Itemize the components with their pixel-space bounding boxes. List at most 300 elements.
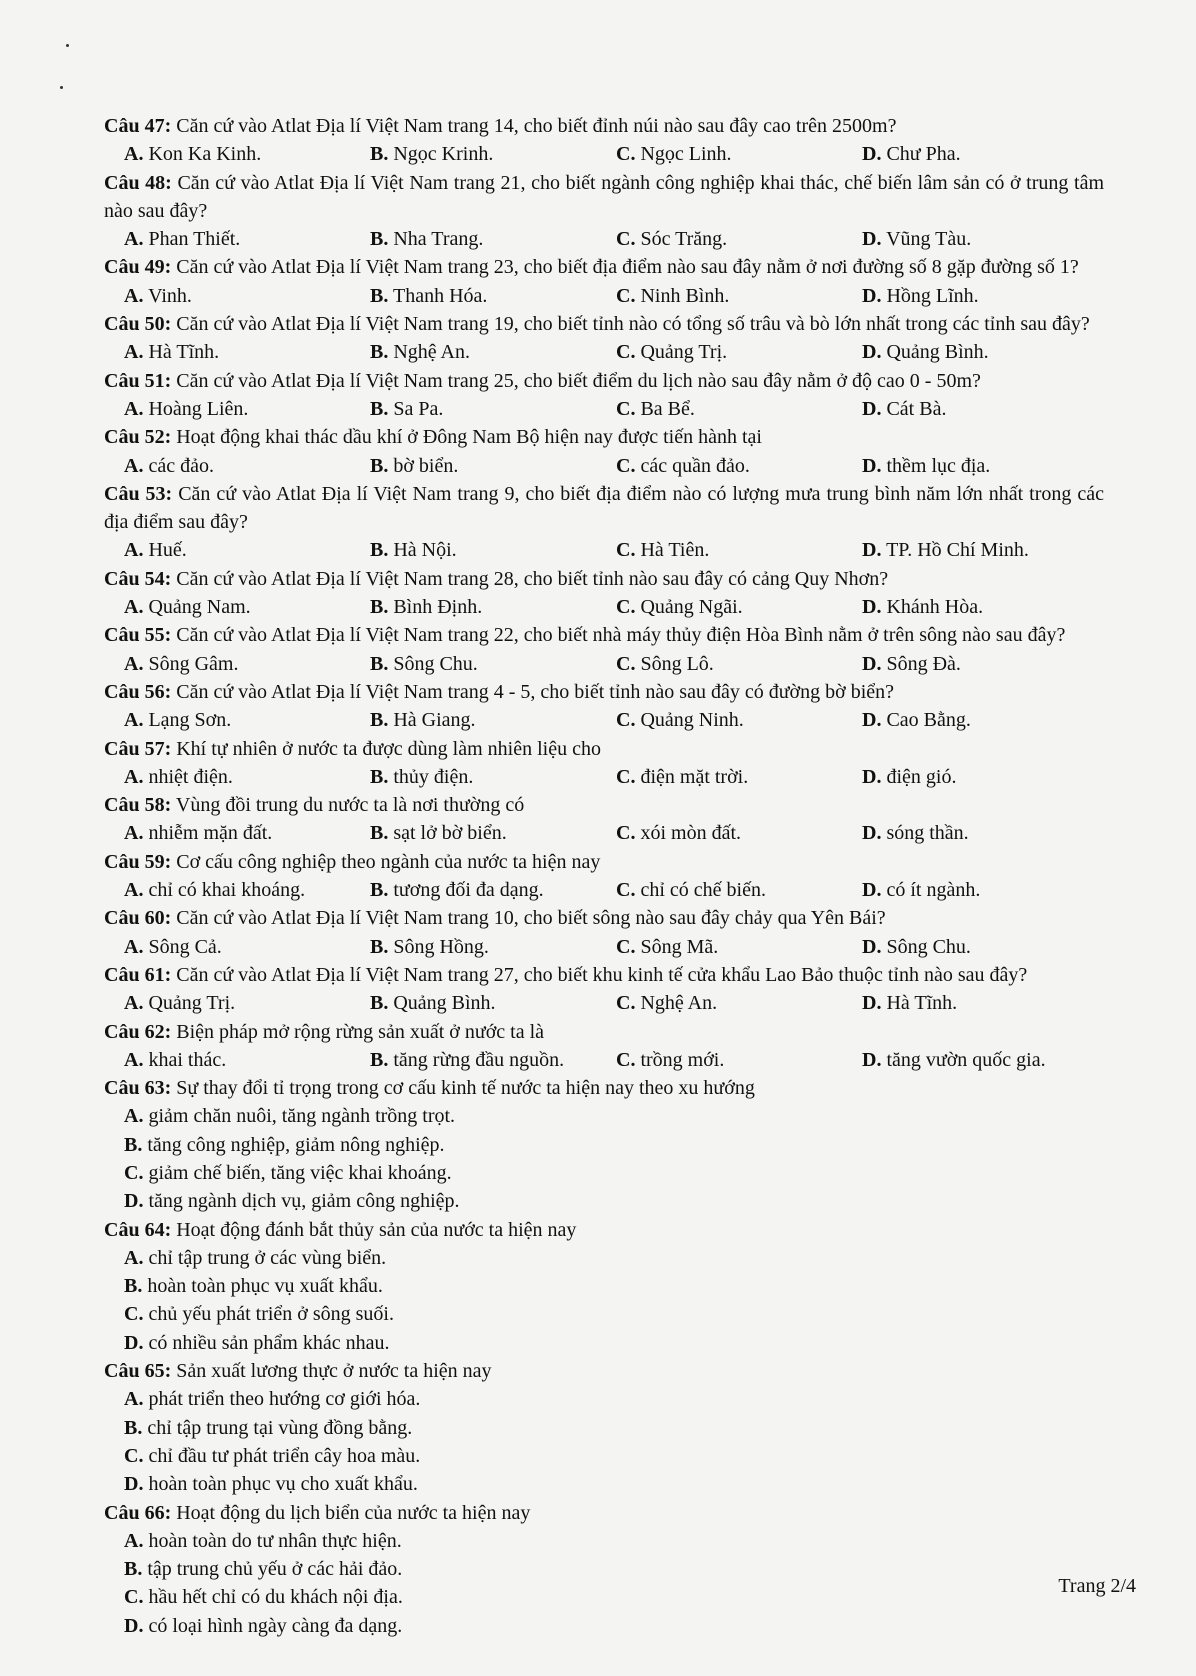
question-number: Câu 63:: [104, 1077, 172, 1100]
option-text: Quảng Ninh.: [640, 709, 744, 732]
option-text: Sông Gâm.: [148, 652, 239, 675]
option-letter: B.: [124, 1416, 143, 1439]
answer-options: [104, 1102, 1104, 1215]
question-text: Căn cứ vào Atlat Địa lí Việt Nam trang 23, cho biết địa điểm nào sau đây nằm ở nơi đường số 8 gặp đường số 1?: [176, 256, 1079, 279]
option-text: chỉ có khai khoáng.: [148, 879, 306, 902]
option-letter: A.: [124, 992, 144, 1015]
option-letter: D.: [862, 879, 882, 902]
option-text: tăng rừng đầu nguồn.: [393, 1048, 565, 1071]
option-letter: C.: [616, 879, 636, 902]
option-text: các đảo.: [148, 454, 214, 477]
answer-option: [616, 140, 862, 168]
answer-option: [862, 763, 1108, 791]
question-block: [104, 169, 1104, 254]
answer-option: [370, 536, 616, 564]
option-text: TP. Hồ Chí Minh.: [886, 539, 1029, 562]
option-text: điện gió.: [886, 765, 957, 788]
option-text: Sông Cả.: [148, 935, 222, 958]
question-text: Khí tự nhiên ở nước ta được dùng làm nhiên liệu cho: [176, 737, 601, 760]
option-text: hầu hết chỉ có du khách nội địa.: [148, 1586, 403, 1609]
answer-option: [124, 650, 370, 678]
option-letter: B.: [370, 397, 389, 420]
option-text: điện mặt trời.: [640, 765, 749, 788]
option-text: hoàn toàn phục vụ cho xuất khẩu.: [148, 1473, 418, 1496]
option-letter: B.: [370, 652, 389, 675]
answer-option: [124, 763, 370, 791]
option-text: Ba Bể.: [640, 397, 695, 420]
option-text: Bình Định.: [393, 596, 483, 619]
option-text: Nha Trang.: [393, 228, 484, 251]
option-text: thủy điện.: [393, 765, 474, 788]
option-text: chỉ tập trung tại vùng đồng bằng.: [147, 1416, 413, 1439]
option-letter: A.: [124, 397, 144, 420]
question-number: Câu 62:: [104, 1020, 172, 1043]
answer-option: [370, 593, 616, 621]
answer-option: [370, 650, 616, 678]
option-letter: C.: [616, 1048, 636, 1071]
option-text: Sóc Trăng.: [640, 228, 728, 251]
answer-option: [616, 282, 862, 310]
answer-options: [104, 536, 1104, 564]
answer-options: [104, 819, 1104, 847]
answer-options: [104, 650, 1104, 678]
answer-option: [124, 706, 370, 734]
option-text: Sông Hồng.: [393, 935, 489, 958]
option-letter: A.: [124, 709, 144, 732]
option-letter: C.: [616, 652, 636, 675]
question-text: Biện pháp mở rộng rừng sản xuất ở nước ta là: [176, 1020, 545, 1043]
question-block: [104, 112, 1104, 169]
question-number: Câu 66:: [104, 1501, 172, 1524]
option-text: chỉ đầu tư phát triển cây hoa màu.: [148, 1444, 421, 1467]
question-text: Căn cứ vào Atlat Địa lí Việt Nam trang 22, cho biết nhà máy thủy điện Hòa Bình nằm ở trên sông nào sau đây?: [176, 624, 1066, 647]
option-letter: D.: [124, 1331, 144, 1354]
option-text: Hà Nội.: [393, 539, 457, 562]
option-text: Nghệ An.: [640, 992, 718, 1015]
option-text: xói mòn đất.: [640, 822, 741, 845]
question-stem: [104, 310, 1104, 338]
question-stem: [104, 1216, 1104, 1244]
question-stem: [104, 480, 1104, 537]
answer-option: [370, 989, 616, 1017]
answer-option: [862, 933, 1108, 961]
question-number: Câu 47:: [104, 115, 172, 137]
answer-option: [616, 452, 862, 480]
answer-option: [616, 819, 862, 847]
option-text: Hà Tĩnh.: [148, 341, 220, 364]
answer-option: [124, 282, 370, 310]
question-text: Vùng đồi trung du nước ta là nơi thường có: [175, 794, 525, 817]
answer-option: [370, 819, 616, 847]
answer-options: [104, 452, 1104, 480]
question-number: Câu 59:: [104, 850, 172, 873]
option-letter: B.: [370, 709, 389, 732]
option-text: giảm chế biến, tăng việc khai khoáng.: [148, 1161, 452, 1184]
option-text: hoàn toàn phục vụ xuất khẩu.: [147, 1275, 383, 1298]
answer-option: [124, 1159, 616, 1187]
question-text: Căn cứ vào Atlat Địa lí Việt Nam trang 21, cho biết ngành công nghiệp khai thác, chế biến lâm sản có ở trung tâm nào sau đây?: [104, 171, 1105, 222]
page-number: Trang 2/4: [1058, 1575, 1136, 1597]
option-text: có loại hình ngày càng đa dạng.: [148, 1614, 403, 1637]
option-letter: B.: [370, 454, 389, 477]
answer-option: [862, 536, 1108, 564]
option-text: chủ yếu phát triển ở sông suối.: [148, 1303, 394, 1326]
answer-option: [616, 338, 862, 366]
question-stem: [104, 565, 1104, 593]
question-number: Câu 64:: [104, 1218, 172, 1241]
option-letter: A.: [124, 341, 144, 364]
answer-option: [124, 1102, 616, 1130]
answer-option: [124, 989, 370, 1017]
question-number: Câu 60:: [104, 907, 172, 930]
option-text: giảm chăn nuôi, tăng ngành trồng trọt.: [148, 1105, 456, 1128]
question-text: Hoạt động du lịch biển của nước ta hiện nay: [176, 1501, 531, 1524]
option-text: nhiễm mặn đất.: [148, 822, 273, 845]
answer-option: [124, 225, 370, 253]
option-letter: C.: [616, 596, 636, 619]
answer-option: [616, 933, 862, 961]
option-letter: D.: [862, 539, 882, 562]
question-block: [104, 621, 1104, 678]
answer-option: [616, 395, 862, 423]
question-number: Câu 53:: [104, 482, 173, 505]
answer-option: [862, 706, 1108, 734]
question-block: [104, 904, 1104, 961]
option-text: sóng thần.: [886, 822, 969, 845]
answer-option: [124, 338, 370, 366]
option-text: Vinh.: [148, 284, 192, 307]
option-letter: C.: [616, 143, 636, 166]
option-text: Sông Chu.: [393, 652, 478, 675]
question-text: Căn cứ vào Atlat Địa lí Việt Nam trang 19, cho biết tỉnh nào có tổng số trâu và bò lớn nhất trong các tỉnh sau đây?: [176, 313, 1090, 336]
option-text: Phan Thiết.: [148, 228, 241, 251]
answer-option: [124, 1131, 616, 1159]
option-text: Sông Đà.: [886, 652, 961, 675]
answer-option: [370, 140, 616, 168]
option-text: chỉ tập trung ở các vùng biển.: [148, 1246, 387, 1269]
question-block: [104, 1018, 1104, 1075]
question-block: [104, 848, 1104, 905]
option-text: Nghệ An.: [393, 341, 471, 364]
answer-option: [124, 1442, 616, 1470]
question-text: Sự thay đổi tỉ trọng trong cơ cấu kinh tế nước ta hiện nay theo xu hướng: [176, 1077, 755, 1100]
answer-option: [124, 1583, 616, 1611]
answer-option: [370, 706, 616, 734]
option-text: tập trung chủ yếu ở các hải đảo.: [147, 1558, 403, 1581]
question-block: [104, 961, 1104, 1018]
question-text: Căn cứ vào Atlat Địa lí Việt Nam trang 10, cho biết sông nào sau đây chảy qua Yên Bái?: [176, 907, 886, 930]
option-letter: C.: [616, 454, 636, 477]
answer-option: [862, 1046, 1108, 1074]
option-letter: A.: [124, 879, 144, 902]
option-text: có ít ngành.: [886, 879, 981, 902]
answer-option: [862, 338, 1108, 366]
option-letter: B.: [370, 879, 389, 902]
option-letter: C.: [616, 709, 636, 732]
question-number: Câu 51:: [104, 369, 172, 392]
answer-option: [124, 1555, 616, 1583]
question-block: [104, 423, 1104, 480]
option-letter: A.: [124, 284, 144, 307]
option-letter: C.: [616, 341, 636, 364]
option-text: Quảng Bình.: [886, 341, 989, 364]
option-text: thềm lục địa.: [886, 454, 991, 477]
option-letter: B.: [370, 992, 389, 1015]
option-letter: C.: [616, 765, 636, 788]
question-block: [104, 1499, 1104, 1640]
option-letter: C.: [124, 1303, 144, 1326]
question-block: [104, 480, 1104, 565]
answer-option: [862, 225, 1108, 253]
option-letter: B.: [370, 228, 389, 251]
option-text: sạt lở bờ biển.: [393, 822, 507, 845]
question-stem: [104, 253, 1104, 281]
answer-option: [862, 650, 1108, 678]
question-text: Sản xuất lương thực ở nước ta hiện nay: [176, 1360, 492, 1383]
answer-option: [370, 225, 616, 253]
option-letter: B.: [124, 1558, 143, 1581]
answer-option: [124, 1414, 616, 1442]
question-stem: [104, 621, 1104, 649]
option-text: Quảng Bình.: [393, 992, 496, 1015]
answer-option: [124, 819, 370, 847]
scan-speck: [66, 44, 69, 47]
question-text: Hoạt động đánh bắt thủy sản của nước ta hiện nay: [176, 1218, 577, 1241]
option-text: Quảng Nam.: [148, 596, 251, 619]
question-number: Câu 48:: [104, 171, 172, 194]
question-block: [104, 310, 1104, 367]
question-stem: [104, 1499, 1104, 1527]
answer-option: [370, 452, 616, 480]
option-text: Hoàng Liên.: [148, 397, 249, 420]
option-text: Sông Lô.: [640, 652, 714, 675]
option-text: Ngọc Krinh.: [393, 143, 494, 166]
answer-option: [370, 763, 616, 791]
option-letter: A.: [124, 765, 144, 788]
question-stem: [104, 169, 1104, 226]
option-letter: B.: [370, 822, 389, 845]
option-text: Hà Giang.: [393, 709, 476, 732]
option-letter: A.: [124, 1048, 144, 1071]
option-text: Sông Mã.: [640, 935, 719, 958]
question-stem: [104, 735, 1104, 763]
question-number: Câu 55:: [104, 624, 172, 647]
question-text: Căn cứ vào Atlat Địa lí Việt Nam trang 4 - 5, cho biết tỉnh nào sau đây có đường bờ biển?: [176, 680, 894, 703]
option-letter: B.: [370, 539, 389, 562]
option-letter: B.: [370, 1048, 389, 1071]
answer-option: [124, 1244, 616, 1272]
question-number: Câu 54:: [104, 567, 172, 590]
question-number: Câu 57:: [104, 737, 172, 760]
answer-option: [370, 338, 616, 366]
answer-options: [104, 395, 1104, 423]
option-letter: A.: [124, 539, 144, 562]
answer-option: [370, 282, 616, 310]
answer-option: [370, 1046, 616, 1074]
question-text: Căn cứ vào Atlat Địa lí Việt Nam trang 9, cho biết địa điểm nào có lượng mưa trung bình năm lớn nhất trong các địa điểm sau đây?: [104, 482, 1104, 534]
option-text: tăng công nghiệp, giảm nông nghiệp.: [147, 1133, 445, 1156]
answer-option: [124, 1272, 616, 1300]
answer-options: [104, 225, 1104, 253]
option-letter: D.: [862, 709, 882, 732]
question-stem: [104, 848, 1104, 876]
answer-options: [104, 763, 1104, 791]
option-letter: B.: [370, 143, 389, 166]
answer-option: [616, 1046, 862, 1074]
question-text: Căn cứ vào Atlat Địa lí Việt Nam trang 14, cho biết đỉnh núi nào sau đây cao trên 2500m?: [176, 115, 897, 137]
question-stem: [104, 678, 1104, 706]
question-block: [104, 1357, 1104, 1498]
answer-options: [104, 338, 1104, 366]
option-letter: A.: [124, 596, 144, 619]
option-letter: B.: [370, 596, 389, 619]
option-letter: C.: [616, 935, 636, 958]
answer-option: [124, 1470, 616, 1498]
answer-option: [616, 225, 862, 253]
option-letter: C.: [124, 1586, 144, 1609]
option-letter: C.: [124, 1444, 144, 1467]
question-stem: [104, 1357, 1104, 1385]
option-letter: C.: [616, 284, 636, 307]
answer-option: [124, 1385, 616, 1413]
option-letter: D.: [124, 1190, 144, 1213]
answer-option: [370, 395, 616, 423]
question-number: Câu 58:: [104, 794, 172, 817]
option-text: chỉ có chế biến.: [640, 879, 766, 902]
question-block: [104, 1074, 1104, 1215]
option-letter: C.: [616, 397, 636, 420]
option-letter: D.: [862, 992, 882, 1015]
answer-option: [370, 933, 616, 961]
question-stem: [104, 1018, 1104, 1046]
option-text: Vũng Tàu.: [886, 228, 972, 251]
answer-option: [124, 1187, 616, 1215]
question-list: [104, 112, 1104, 1640]
option-letter: C.: [616, 992, 636, 1015]
question-block: [104, 565, 1104, 622]
answer-option: [124, 536, 370, 564]
option-letter: D.: [862, 284, 882, 307]
question-block: [104, 678, 1104, 735]
option-text: Chư Pha.: [886, 143, 961, 166]
answer-option: [862, 395, 1108, 423]
option-text: tăng vườn quốc gia.: [886, 1048, 1046, 1071]
answer-option: [124, 1612, 616, 1640]
option-letter: D.: [862, 822, 882, 845]
answer-option: [124, 140, 370, 168]
question-text: Căn cứ vào Atlat Địa lí Việt Nam trang 25, cho biết điểm du lịch nào sau đây nằm ở độ cao 0 - 50m?: [176, 369, 981, 392]
option-text: Cao Bằng.: [886, 709, 971, 732]
option-text: Kon Ka Kinh.: [148, 143, 262, 166]
option-text: Quảng Trị.: [640, 341, 728, 364]
answer-option: [862, 452, 1108, 480]
option-letter: D.: [862, 652, 882, 675]
option-letter: A.: [124, 822, 144, 845]
question-block: [104, 791, 1104, 848]
option-letter: B.: [370, 765, 389, 788]
option-letter: B.: [370, 935, 389, 958]
answer-option: [862, 282, 1108, 310]
answer-option: [616, 763, 862, 791]
option-letter: A.: [124, 935, 144, 958]
answer-option: [124, 933, 370, 961]
option-letter: D.: [862, 935, 882, 958]
answer-options: [104, 706, 1104, 734]
option-text: hoàn toàn do tư nhân thực hiện.: [148, 1529, 402, 1552]
option-letter: A.: [124, 1105, 144, 1128]
scan-speck: [60, 86, 63, 89]
option-text: Khánh Hòa.: [886, 596, 984, 619]
answer-option: [862, 989, 1108, 1017]
option-text: Huế.: [148, 539, 187, 562]
answer-option: [616, 706, 862, 734]
question-number: Câu 56:: [104, 680, 172, 703]
answer-option: [124, 1300, 616, 1328]
answer-option: [124, 1046, 370, 1074]
answer-option: [616, 650, 862, 678]
option-text: Hà Tiên.: [640, 539, 710, 562]
question-number: Câu 50:: [104, 313, 172, 336]
answer-options: [104, 1385, 1104, 1498]
answer-options: [104, 1527, 1104, 1640]
option-text: Hồng Lĩnh.: [886, 284, 979, 307]
answer-option: [124, 1527, 616, 1555]
option-text: nhiệt điện.: [148, 765, 233, 788]
option-text: Quảng Ngãi.: [640, 596, 743, 619]
option-letter: D.: [124, 1614, 144, 1637]
answer-option: [862, 593, 1108, 621]
option-letter: D.: [862, 143, 882, 166]
answer-options: [104, 989, 1104, 1017]
question-number: Câu 49:: [104, 256, 172, 279]
option-text: Cát Bà.: [886, 397, 947, 420]
option-text: có nhiều sản phẩm khác nhau.: [148, 1331, 390, 1354]
question-block: [104, 735, 1104, 792]
question-stem: [104, 423, 1104, 451]
option-letter: D.: [862, 596, 882, 619]
option-letter: C.: [616, 228, 636, 251]
option-letter: B.: [370, 284, 389, 307]
option-text: trồng mới.: [640, 1048, 725, 1071]
answer-option: [616, 593, 862, 621]
question-block: [104, 367, 1104, 424]
option-letter: D.: [862, 765, 882, 788]
question-stem: [104, 367, 1104, 395]
answer-options: [104, 140, 1104, 168]
answer-option: [862, 819, 1108, 847]
option-letter: A.: [124, 228, 144, 251]
option-text: tăng ngành dịch vụ, giảm công nghiệp.: [148, 1190, 460, 1213]
option-letter: A.: [124, 454, 144, 477]
answer-option: [862, 140, 1108, 168]
question-number: Câu 65:: [104, 1360, 172, 1383]
option-letter: A.: [124, 652, 144, 675]
answer-option: [124, 876, 370, 904]
option-text: Ngọc Linh.: [640, 143, 732, 166]
option-text: phát triển theo hướng cơ giới hóa.: [148, 1388, 421, 1411]
answer-option: [616, 989, 862, 1017]
answer-option: [370, 876, 616, 904]
answer-options: [104, 593, 1104, 621]
option-letter: B.: [370, 341, 389, 364]
option-text: Thanh Hóa.: [392, 284, 488, 307]
option-text: các quần đảo.: [640, 454, 750, 477]
answer-option: [862, 876, 1108, 904]
option-text: khai thác.: [148, 1048, 227, 1071]
option-letter: D.: [862, 397, 882, 420]
question-stem: [104, 791, 1104, 819]
option-letter: A.: [124, 1388, 144, 1411]
